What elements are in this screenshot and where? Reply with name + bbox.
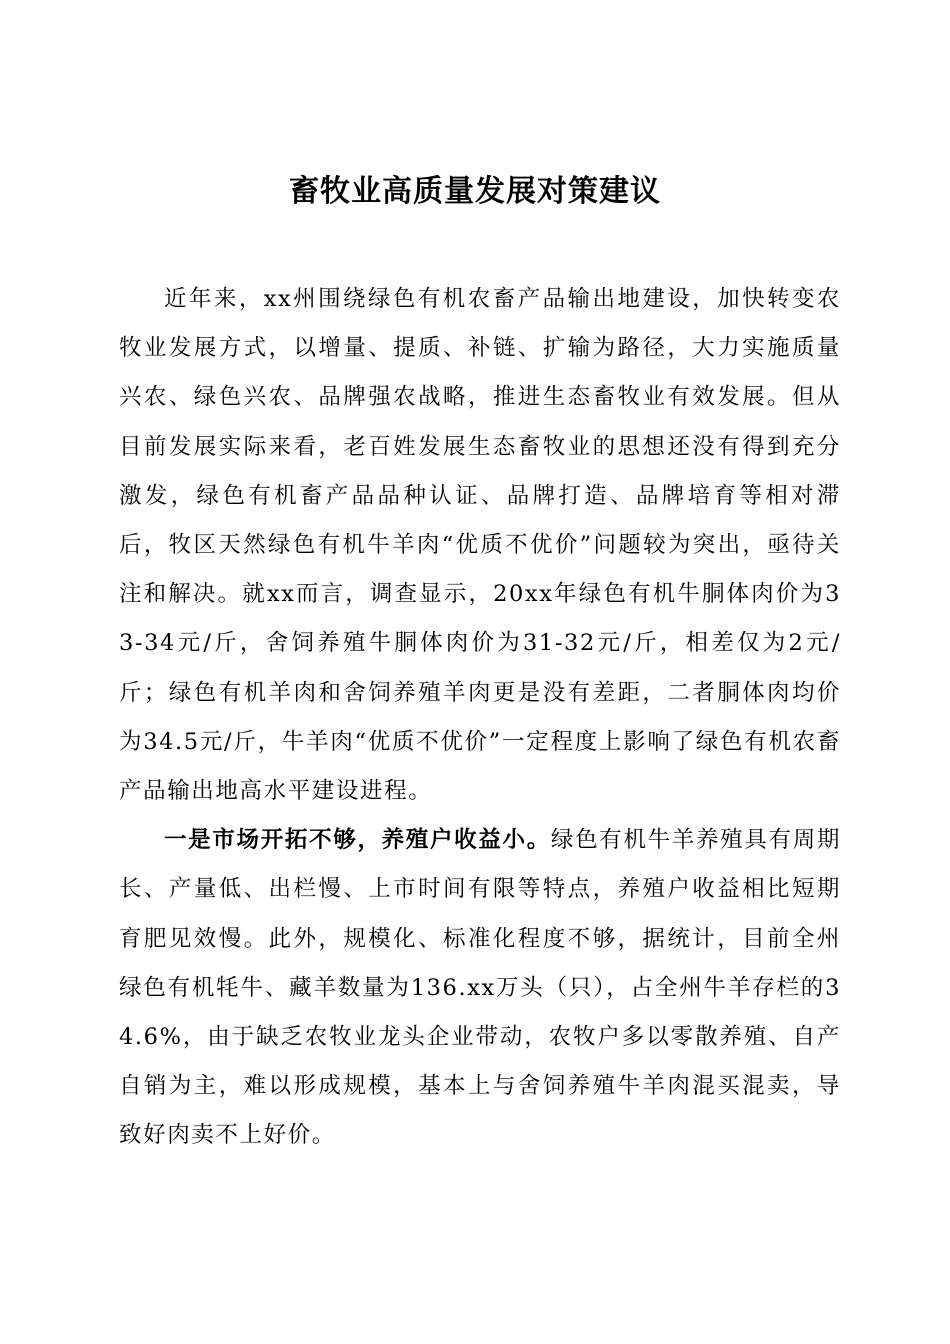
- paragraph-intro: 近年来，xx州围绕绿色有机农畜产品输出地建设，加快转变农牧业发展方式，以增量、提质、补链、扩输为路径，大力实施质量兴农、绿色兴农、品牌强农战略，推进生态畜牧业有效发展。但从目前发展实际来看，老百姓发展生态畜牧业的思想还没有得到充分激发，绿色有机畜产品品种认证、品牌打造、品牌培育等相对滞后，牧区天然绿色有机牛羊肉“优质不优价”问题较为突出，亟待关注和解决。就xx而言，调查显示，20xx年绿色有机牛胴体肉价为33-34元/斤，舍饲养殖牛胴体肉价为31-32元/斤，相差仅为2元/斤；绿色有机羊肉和舍饲养殖羊肉更是没有差距，二者胴体肉均价为34.5元/斤，牛羊肉“优质不优价”一定程度上影响了绿色有机农畜产品输出地高水平建设进程。: [119, 286, 841, 805]
- paragraph-market: [119, 816, 841, 1160]
- document-body: [119, 275, 841, 1161]
- paragraph-lead-heading: 一是市场开拓不够，养殖户收益小。: [164, 827, 551, 854]
- document-title: 畜牧业高质量发展对策建议: [289, 174, 661, 209]
- paragraph-market-text: 绿色有机牛羊养殖具有周期长、产量低、出栏慢、上市时间有限等特点，养殖户收益相比短期育肥见效慢。此外，规模化、标准化程度不够，据统计，目前全州绿色有机牦牛、藏羊数量为136.xx万头（只），占全州牛羊存栏的34.6%，由于缺乏农牧业龙头企业带动，农牧户多以零散养殖、自产自销为主，难以形成规模，基本上与舍饲养殖牛羊肉混买混卖，导致好肉卖不上好价。: [119, 827, 841, 1149]
